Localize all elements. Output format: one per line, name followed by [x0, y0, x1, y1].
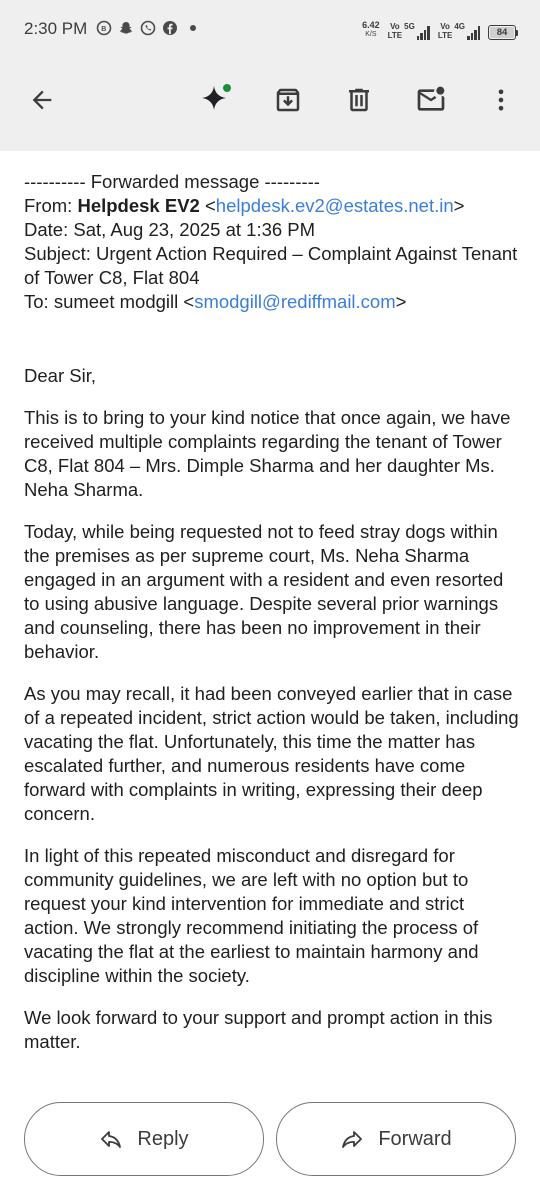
body-paragraph: As you may recall, it had been conveyed earlier that in case of a repeated incident, strict action would be taken, including vacating the flat. Unfortunately, this time the matter has escalated further, and numerous residents have come forward with complaints in writing, expressing their deep concern.: [24, 683, 519, 824]
sim1-signal: Vo LTE 5G: [388, 22, 430, 40]
forward-label: Forward: [378, 1127, 452, 1150]
facebook-icon: [162, 20, 178, 36]
mark-unread-icon: [415, 84, 447, 116]
forward-button[interactable]: [276, 1102, 516, 1176]
battery-level: 84: [490, 27, 514, 38]
body-paragraph: This is to bring to your kind notice that once again, we have received multiple complaints regarding the tenant of Tower C8, Flat 804 – Mrs. Dimple Sharma and her daughter Ms. Neha Sharma.: [24, 407, 511, 500]
delete-button[interactable]: [339, 80, 379, 120]
network-speed: 6.42 K/S: [362, 20, 380, 38]
more-vert-icon: [487, 86, 515, 114]
reply-label: Reply: [137, 1127, 189, 1150]
snapchat-icon: [118, 20, 134, 36]
body-paragraph: We look forward to your support and prompt action in this matter.: [24, 1007, 493, 1052]
forward-icon: [340, 1127, 364, 1151]
mark-unread-button[interactable]: [411, 80, 451, 120]
to-line: To: sumeet modgill <smodgill@rediffmail.com>: [24, 291, 407, 312]
signal-bars-icon: [467, 26, 480, 40]
svg-text:B: B: [101, 26, 107, 33]
more-notifications-dot: [190, 25, 196, 31]
recipient-email-link[interactable]: smodgill@rediffmail.com: [194, 291, 396, 312]
sender-name: Helpdesk EV2: [77, 195, 200, 216]
sim2-signal: Vo LTE 4G: [438, 22, 480, 40]
body-paragraph: In light of this repeated misconduct and disregard for community guidelines, we are left with no option but to request your kind intervention for immediate and strict action. We strongly recommend initiating the process of vacating the flat at the earliest to maintain harmony and discipline within the society.: [24, 845, 479, 986]
action-bar: [0, 1100, 540, 1180]
forwarded-message-separator: ---------- Forwarded message ---------: [24, 171, 320, 192]
status-indicators: [362, 16, 518, 40]
greeting: Dear Sir,: [24, 365, 96, 386]
from-line: From: Helpdesk EV2 <helpdesk.ev2@estates.net.in>: [24, 195, 465, 216]
status-time: 2:30 PM: [24, 19, 88, 38]
gemini-button[interactable]: [196, 80, 236, 120]
archive-button[interactable]: [268, 80, 308, 120]
email-toolbar: [0, 70, 540, 130]
date-line: Date: Sat, Aug 23, 2025 at 1:36 PM: [24, 219, 316, 240]
notification-icons: [96, 20, 196, 36]
reply-button[interactable]: [24, 1102, 264, 1176]
archive-icon: [273, 85, 303, 115]
more-options-button[interactable]: [481, 80, 521, 120]
back-arrow-icon: [28, 86, 56, 114]
email-body: [24, 364, 519, 1072]
battery-icon: [488, 25, 518, 40]
gemini-sparkle-icon: [196, 80, 236, 120]
whatsapp-business-icon: [96, 20, 112, 36]
body-paragraph: Today, while being requested not to feed stray dogs within the premises as per supreme court, Ms. Neha Sharma engaged in an argument with a resident and even resorted to using abusive language. Despite several prior warnings and counseling, there has been no improvement in their behavior.: [24, 521, 504, 662]
subject-line: Subject: Urgent Action Required – Complaint Against Tenant of Tower C8, Flat 804: [24, 243, 518, 288]
whatsapp-icon: [140, 20, 156, 36]
signal-bars-icon: [417, 26, 430, 40]
status-bar: [0, 0, 540, 60]
forwarded-header: [24, 170, 524, 314]
reply-icon: [99, 1127, 123, 1151]
sender-email-link[interactable]: helpdesk.ev2@estates.net.in: [215, 195, 454, 216]
delete-icon: [344, 85, 374, 115]
back-button[interactable]: [22, 80, 62, 120]
